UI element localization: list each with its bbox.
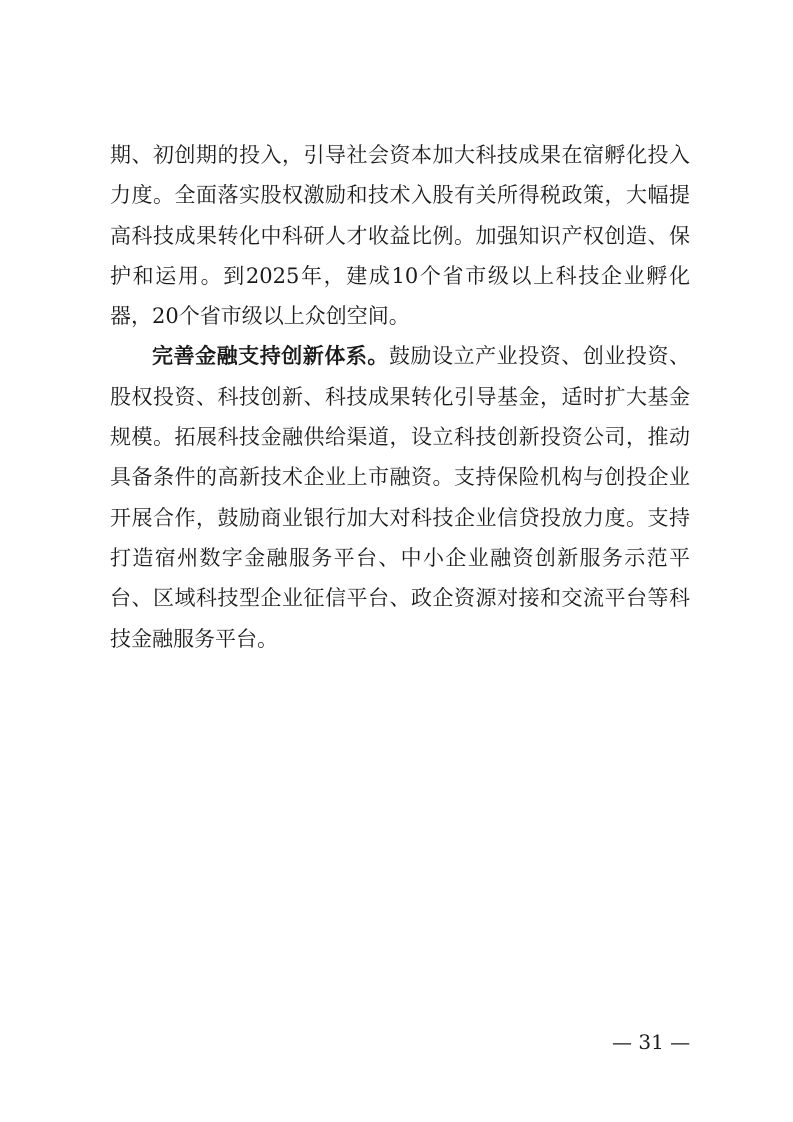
page-number: — 31 — <box>612 1030 691 1054</box>
paragraph-continuation: 期、初创期的投入，引导社会资本加大科技成果在宿孵化投入力度。全面落实股权激励和技术入股有关所得税政策，大幅提高科技成果转化中科研人才收益比例。加强知识产权创造、保护和运用。到2025年，建成10个省市级以上科技企业孵化器，20个省市级以上众创空间。 <box>110 143 690 329</box>
paragraph-body: 鼓励设立产业投资、创业投资、股权投资、科技创新、科技成果转化引导基金，适时扩大基金规模。拓展科技金融供给渠道，设立科技创新投资公司，推动具备条件的高新技术企业上市融资。支持保险机构与创投企业开展合作，鼓励商业银行加大对科技企业信贷投放力度。支持打造宿州数字金融服务平台、中小企业融资创新服务示范平台、区域科技型企业征信平台、政企资源对接和交流平台等科技金融服务平台。 <box>110 344 691 651</box>
paragraph-heading: 完善金融支持创新体系。 <box>152 344 389 369</box>
paragraph-financial-support <box>110 336 690 658</box>
body-text <box>110 135 690 659</box>
